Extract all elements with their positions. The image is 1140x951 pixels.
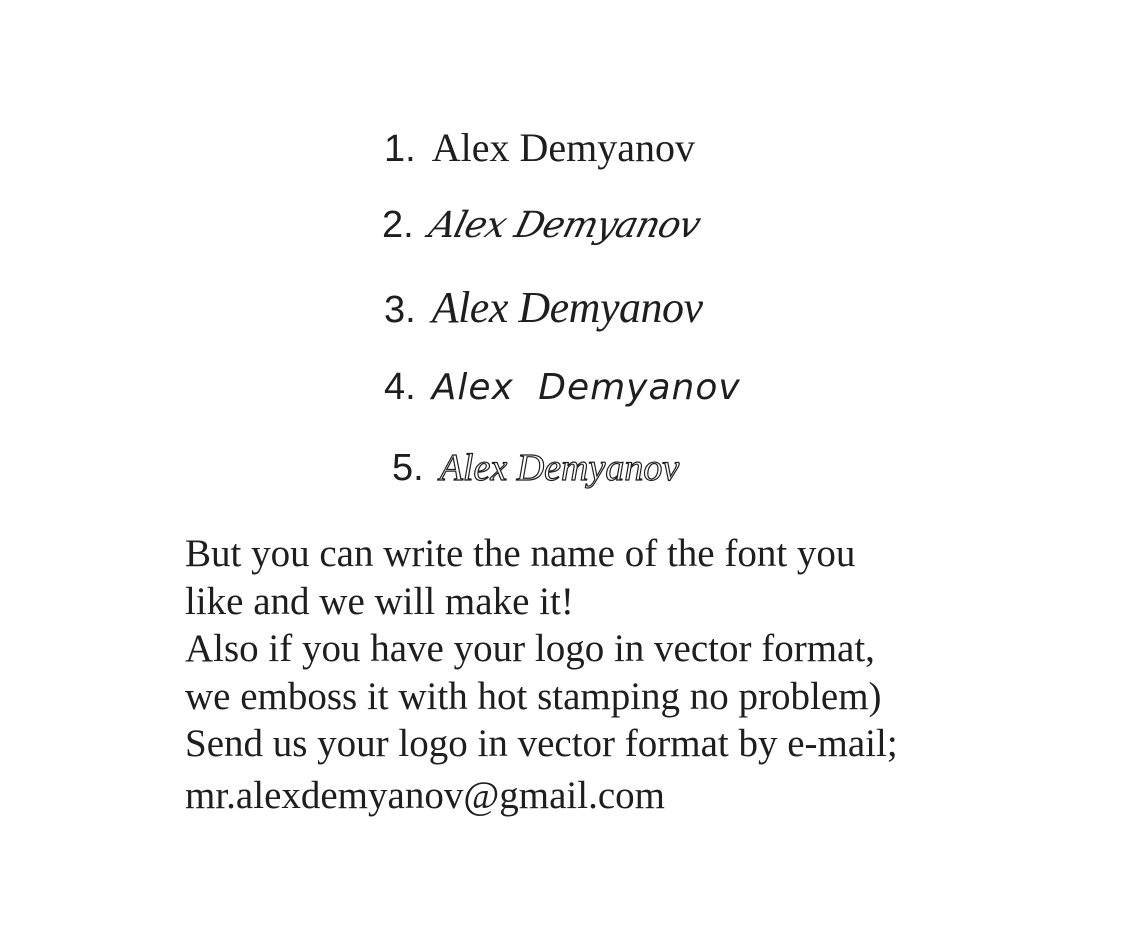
font-sample: Alex Demyanov [424, 205, 704, 246]
font-sample: Alex Demyanov [431, 125, 695, 170]
custom-font-message [185, 530, 1085, 819]
message-line: we emboss it with hot stamping no problem) [185, 674, 882, 718]
option-number: 1. [384, 128, 416, 170]
option-number: 3. [384, 289, 416, 331]
option-number: 4. [384, 366, 416, 408]
message-line: Also if you have your logo in vector format, [185, 627, 875, 670]
font-option-2 [382, 204, 704, 247]
option-number: 2. [382, 204, 414, 246]
font-option-1 [384, 124, 695, 171]
font-sample: Alex Demyanov [431, 367, 741, 408]
font-sample: Alex Demyanov [431, 283, 703, 332]
message-line: like and we will make it! [185, 579, 574, 623]
message-line: But you can write the name of the font you [185, 532, 856, 575]
message-line: Send us your logo in vector format by e-mail; [185, 722, 898, 765]
font-option-5 [392, 446, 679, 490]
option-number: 5. [392, 447, 424, 489]
font-option-4 [384, 366, 741, 409]
font-option-3 [384, 282, 703, 333]
contact-email: mr.alexdemyanov@gmail.com [185, 773, 665, 817]
font-sample: Alex Demyanov [439, 447, 680, 489]
